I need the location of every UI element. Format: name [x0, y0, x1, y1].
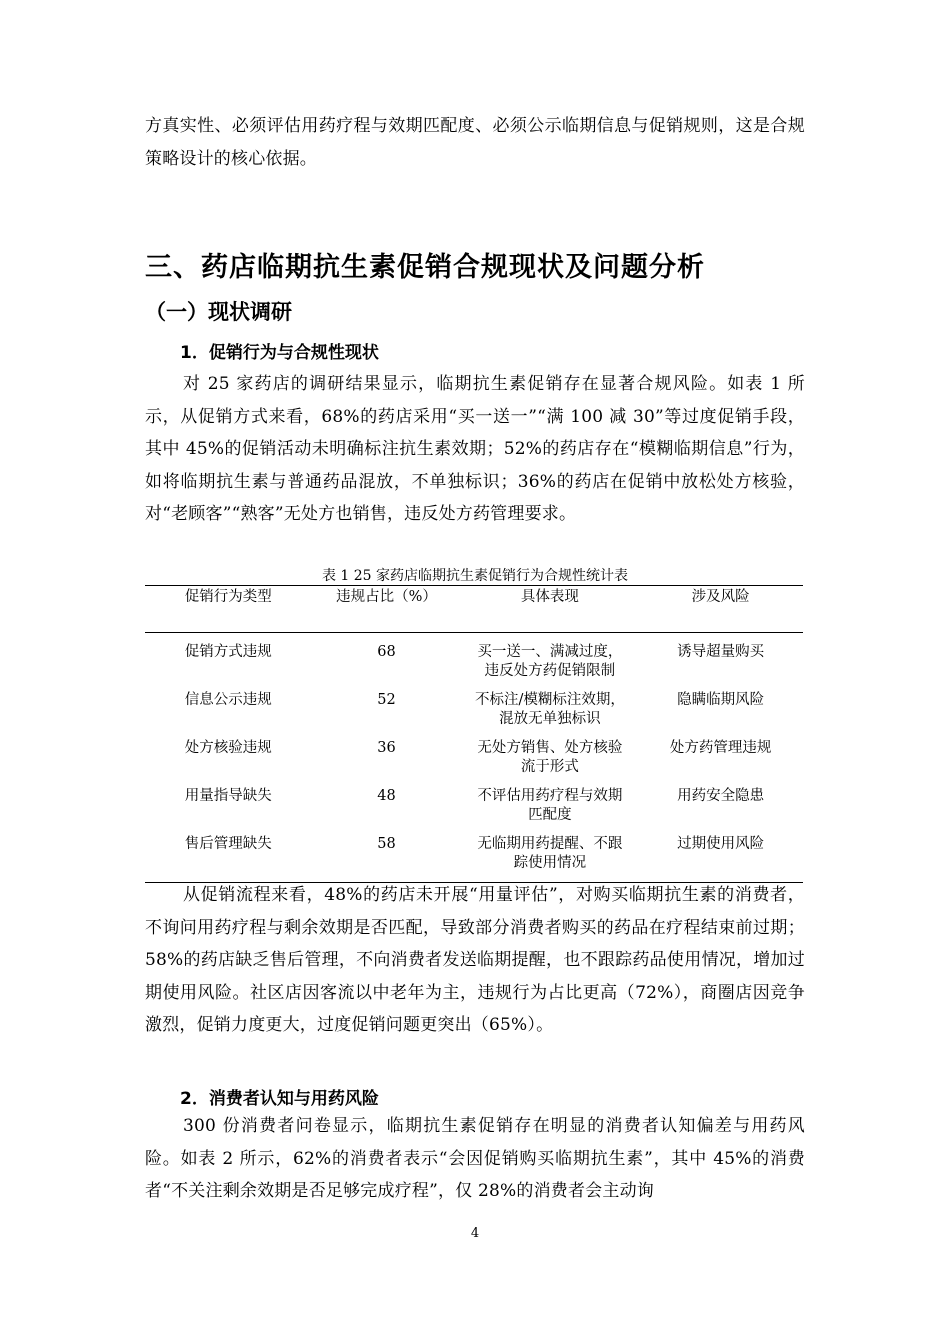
subsection-title: （一）现状调研 — [145, 300, 292, 324]
table-cell — [461, 835, 638, 883]
table-cell: 促销方式违规 — [184, 644, 272, 660]
table-caption: 表 1 25 家药店临期抗生素促销行为合规性统计表 — [321, 568, 629, 584]
table-row — [145, 739, 803, 787]
table-cell: 用量指导缺失 — [184, 788, 272, 804]
table-cell: 36 — [377, 740, 396, 756]
table-cell: 处方药管理违规 — [669, 740, 772, 756]
table-cell: 用药安全隐患 — [677, 788, 765, 804]
table-cell — [461, 787, 638, 835]
table-cell: 58 — [377, 836, 396, 852]
table-cell: 信息公示违规 — [184, 692, 272, 708]
subsubsection-title-1: 1．促销行为与合规性现状 — [180, 343, 379, 363]
table-header-cell: 具体表现 — [520, 589, 579, 605]
subsubsection-title-2: 2．消费者认知与用药风险 — [180, 1089, 379, 1109]
paragraph-2: 从促销流程来看，48%的药店未开展“用量评估”，对购买临期抗生素的消费者，不询问用药疗程与剩余效期是否匹配，导致部分消费者购买的药品在疗程结束前过期；58%的药店缺乏售后管理，不向消费者发送临期提醒，也不跟踪药品使用情况，增加过期使用风险。社区店因客流以中老年为主，违规行为占比更高（72%），商圈店因竞争激烈，促销力度更大，过度促销问题更突出（65%）。 — [145, 885, 805, 1035]
table-cell-text: 无临期用药提醒、不跟踪使用情况 — [477, 836, 623, 871]
table-cell: 68 — [377, 644, 396, 660]
paragraph-1: 对 25 家药店的调研结果显示，临期抗生素促销存在显著合规风险。如表 1 所示，从促销方式来看，68%的药店采用“买一送一”“满 100 减 30”等过度促销手段，其中 45%的促销活动未明确标注抗生素效期；52%的药店存在“模糊临期信息”行为，如将临期抗生素与普通药品混放，不单独标识；36%的药店在促销中放松处方核验，对“老顾客”“熟客”无处方也销售，违反处方药管理要求。 — [145, 374, 805, 524]
table-cell — [461, 631, 638, 691]
table-cell — [461, 739, 638, 787]
table-cell: 处方核验违规 — [184, 740, 272, 756]
table-cell: 过期使用风险 — [677, 836, 765, 852]
table-row — [145, 631, 803, 691]
table-row — [145, 787, 803, 835]
table-cell: 48 — [377, 788, 396, 804]
paragraph-3: 300 份消费者问卷显示，临期抗生素促销存在明显的消费者认知偏差与用药风险。如表 2 所示，62%的消费者表示“会因促销购买临期抗生素”，其中 45%的消费者“不关注剩余效期是否足够完成疗程”，仅 28%的消费者会主动询 — [145, 1116, 805, 1201]
page-number: 4 — [470, 1226, 480, 1241]
compliance-table — [145, 586, 803, 883]
table-cell-text: 不评估用药疗程与效期匹配度 — [477, 788, 623, 823]
table-row — [145, 835, 803, 883]
table-header-row — [145, 586, 803, 631]
table-header-cell: 促销行为类型 — [184, 589, 272, 605]
table-cell: 诱导超量购买 — [677, 644, 765, 660]
table-cell-text: 不标注/模糊标注效期，混放无单独标识 — [474, 692, 625, 727]
table-cell: 52 — [377, 692, 396, 708]
table-cell: 隐瞒临期风险 — [677, 692, 765, 708]
intro-paragraph: 方真实性、必须评估用药疗程与效期匹配度、必须公示临期信息与促销规则，这是合规策略设计的核心依据。 — [145, 116, 805, 169]
table-row — [145, 691, 803, 739]
table-header-cell: 违规占比（%） — [336, 589, 437, 605]
table-header-cell: 涉及风险 — [691, 589, 750, 605]
table-cell: 售后管理缺失 — [184, 836, 272, 852]
section-title: 三、药店临期抗生素促销合规现状及问题分析 — [145, 252, 705, 283]
table-cell — [461, 691, 638, 739]
table-cell-text: 买一送一、满减过度，违反处方药促销限制 — [477, 644, 623, 679]
table-cell-text: 无处方销售、处方核验流于形式 — [477, 740, 623, 775]
